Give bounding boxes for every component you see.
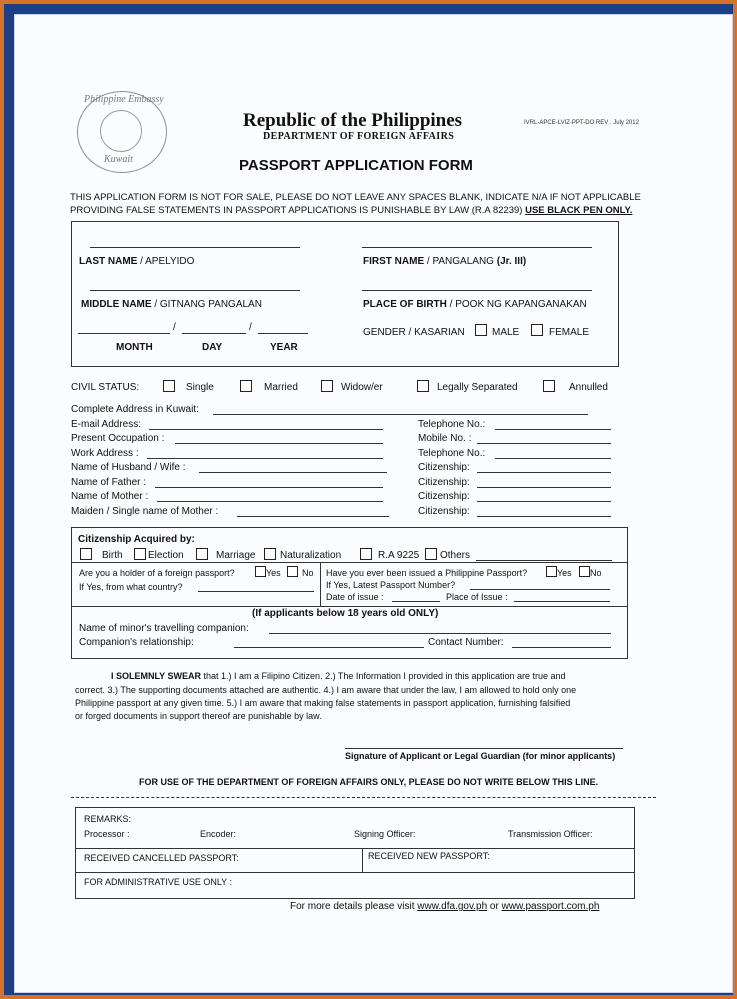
occupation-field[interactable] <box>175 443 383 444</box>
ph-yes-checkbox[interactable] <box>546 566 557 577</box>
notice-line-1: THIS APPLICATION FORM IS NOT FOR SALE, PLEASE DO NOT LEAVE ANY SPACES BLANK, INDICATE N/A IF NOT APPLICABLE <box>70 192 641 203</box>
divider <box>72 606 627 607</box>
cut-line <box>71 797 656 798</box>
father-citizenship-label: Citizenship: <box>418 477 470 488</box>
page-title: Republic of the Philippines <box>243 110 463 131</box>
birth-day-field[interactable] <box>182 333 246 334</box>
naturalization-checkbox[interactable] <box>264 548 276 560</box>
marriage-checkbox[interactable] <box>196 548 208 560</box>
country-question: If Yes, from what country? <box>79 582 183 592</box>
first-name-label: FIRST NAME / PANGALANG (Jr. III) <box>363 256 527 267</box>
first-name-field[interactable] <box>362 247 592 248</box>
divider <box>76 848 634 849</box>
relationship-field[interactable] <box>234 647 424 648</box>
mother-label: Name of Mother : <box>71 491 149 502</box>
divider <box>320 562 321 606</box>
minor-companion-label: Name of minor's travelling companion: <box>79 623 249 634</box>
last-name-label: LAST NAME / APELYIDO <box>79 256 195 267</box>
ra9225-checkbox[interactable] <box>360 548 372 560</box>
single-label: Single <box>186 382 214 393</box>
office-use-table <box>75 807 635 899</box>
maiden-name-field[interactable] <box>237 516 389 517</box>
civil-status-label: CIVIL STATUS: <box>71 382 140 393</box>
email-label: E-mail Address: <box>71 419 142 430</box>
oath-line-2: correct. 3.) The supporting documents attached are authentic. 4.) I am aware that under the law, I am allowed to hold only one <box>75 685 577 695</box>
minor-companion-field[interactable] <box>269 633 611 634</box>
spouse-field[interactable] <box>199 472 387 473</box>
office-use-notice: FOR USE OF THE DEPARTMENT OF FOREIGN AFFAIRS ONLY, PLEASE DO NOT WRITE BELOW THIS LINE. <box>139 777 599 787</box>
spouse-label: Name of Husband / Wife : <box>71 462 186 473</box>
address-label: Complete Address in Kuwait: <box>71 404 199 415</box>
father-citizenship-field[interactable] <box>477 487 611 488</box>
divider <box>72 562 627 563</box>
foreign-no-label: No <box>302 568 314 578</box>
encoder-label: Encoder: <box>200 829 237 839</box>
work-telephone-label: Telephone No.: <box>418 448 486 459</box>
work-address-field[interactable] <box>147 458 383 459</box>
oath-line-4: or forged documents in support thereof are punishable by law. <box>75 711 322 721</box>
month-label: MONTH <box>116 342 153 353</box>
seal-text-bottom: Kuwait <box>104 154 133 165</box>
maiden-citizenship-label: Citizenship: <box>418 506 470 517</box>
election-checkbox[interactable] <box>134 548 146 560</box>
form-title: PASSPORT APPLICATION FORM <box>239 157 473 174</box>
ph-no-checkbox[interactable] <box>579 566 590 577</box>
country-field[interactable] <box>198 591 314 592</box>
married-checkbox[interactable] <box>240 380 252 392</box>
birth-checkbox[interactable] <box>80 548 92 560</box>
passport-link[interactable]: www.passport.com.ph <box>501 901 600 912</box>
ph-passport-question: Have you ever been issued a Philippine Passport? <box>326 568 528 578</box>
divider <box>362 848 363 872</box>
father-label: Name of Father : <box>71 477 147 488</box>
foreign-no-checkbox[interactable] <box>287 566 298 577</box>
foreign-yes-checkbox[interactable] <box>255 566 266 577</box>
date-issue-field[interactable] <box>392 601 440 602</box>
contact-label: Contact Number: <box>428 637 504 648</box>
date-issue-label: Date of issue : <box>326 592 384 602</box>
signature-label: Signature of Applicant or Legal Guardian (for minor applicants) <box>345 751 616 761</box>
naturalization-label: Naturalization <box>280 550 342 561</box>
ph-yes-label: Yes <box>557 568 572 578</box>
minor-heading: (If applicants below 18 years old ONLY) <box>252 608 439 619</box>
citizenship-title: Citizenship Acquired by: <box>78 534 195 545</box>
document-frame <box>4 4 733 995</box>
others-field[interactable] <box>476 560 612 561</box>
birth-place-label: PLACE OF BIRTH / POOK NG KAPANGANAKAN <box>363 299 587 310</box>
day-label: DAY <box>202 342 223 353</box>
foreign-passport-question: Are you a holder of a foreign passport? <box>79 568 235 578</box>
form-page <box>14 14 733 993</box>
female-label: FEMALE <box>549 327 590 338</box>
gender-label: GENDER / KASARIAN <box>363 327 465 338</box>
maiden-name-label: Maiden / Single name of Mother : <box>71 506 219 517</box>
oath-line-3: Philippine passport at any given time. 5.) I am aware that making false statements in passport application, furnishing falsified <box>75 698 571 708</box>
seal-text-top: Philippine Embassy <box>84 94 164 105</box>
birth-label: Birth <box>102 550 123 561</box>
place-issue-field[interactable] <box>514 601 610 602</box>
telephone-label: Telephone No.: <box>418 419 486 430</box>
marriage-label: Marriage <box>216 550 256 561</box>
mobile-label: Mobile No. : <box>418 433 472 444</box>
telephone-field[interactable] <box>495 429 611 430</box>
contact-field[interactable] <box>512 647 611 648</box>
occupation-label: Present Occupation : <box>71 433 165 444</box>
spouse-citizenship-label: Citizenship: <box>418 462 470 473</box>
signing-officer-label: Signing Officer: <box>354 829 416 839</box>
female-checkbox[interactable] <box>531 324 543 336</box>
birth-year-field[interactable] <box>258 333 308 334</box>
year-label: YEAR <box>270 342 298 353</box>
processor-label: Processor : <box>84 829 130 839</box>
election-label: Election <box>148 550 184 561</box>
ra9225-label: R.A 9225 <box>378 550 420 561</box>
maiden-citizenship-field[interactable] <box>477 516 611 517</box>
personal-info-section <box>71 221 619 367</box>
signature-field[interactable] <box>345 748 623 749</box>
single-checkbox[interactable] <box>163 380 175 392</box>
received-new-label: RECEIVED NEW PASSPORT: <box>368 851 490 861</box>
father-field[interactable] <box>155 487 383 488</box>
annulled-checkbox[interactable] <box>543 380 555 392</box>
middle-name-field[interactable] <box>90 290 300 291</box>
oath-line-1: I SOLEMNLY SWEAR that 1.) I am a Filipino Citizen. 2.) The Information I provided in this application are true and <box>111 671 566 681</box>
male-checkbox[interactable] <box>475 324 487 336</box>
remarks-label: REMARKS: <box>84 814 132 824</box>
dfa-link[interactable]: www.dfa.gov.ph <box>417 901 488 912</box>
work-telephone-field[interactable] <box>495 458 611 459</box>
mobile-field[interactable] <box>477 443 611 444</box>
middle-name-label: MIDDLE NAME / GITNANG PANGALAN <box>81 299 262 310</box>
ph-no-label: No <box>590 568 602 578</box>
birth-place-field[interactable] <box>362 290 592 291</box>
mother-citizenship-label: Citizenship: <box>418 491 470 502</box>
relationship-label: Companion's relationship: <box>79 637 194 648</box>
widow-checkbox[interactable] <box>321 380 333 392</box>
separated-checkbox[interactable] <box>417 380 429 392</box>
separated-label: Legally Separated <box>437 382 518 393</box>
married-label: Married <box>264 382 298 393</box>
footer-text: For more details please visit www.dfa.gov.ph or www.passport.com.ph <box>290 901 600 912</box>
annulled-label: Annulled <box>569 382 608 393</box>
mother-citizenship-field[interactable] <box>477 501 611 502</box>
foreign-yes-label: Yes <box>266 568 281 578</box>
transmission-officer-label: Transmission Officer: <box>508 829 593 839</box>
spouse-citizenship-field[interactable] <box>477 472 611 473</box>
mother-field[interactable] <box>157 501 383 502</box>
date-separator: / <box>249 322 252 333</box>
admin-use-label: FOR ADMINISTRATIVE USE ONLY : <box>84 877 233 887</box>
address-field[interactable] <box>213 414 588 415</box>
email-field[interactable] <box>149 429 383 430</box>
form-code: IVRL-APCE-LVIZ-PPT-DO REV . July 2012 <box>524 120 639 126</box>
birth-month-field[interactable] <box>78 333 170 334</box>
others-label: Others <box>440 550 471 561</box>
citizenship-section <box>71 527 628 659</box>
male-label: MALE <box>492 327 520 338</box>
last-name-field[interactable] <box>90 247 300 248</box>
work-address-label: Work Address : <box>71 448 139 459</box>
latest-passport-label: If Yes, Latest Passport Number? <box>326 580 456 590</box>
department-name: DEPARTMENT OF FOREIGN AFFAIRS <box>263 131 455 142</box>
seal-emblem-icon <box>100 110 142 152</box>
divider <box>76 872 634 873</box>
embassy-seal <box>77 91 167 173</box>
notice-line-2: PROVIDING FALSE STATEMENTS IN PASSPORT APPLICATIONS IS PUNISHABLE BY LAW (R.A 82239) USE BLACK PEN ONLY. <box>70 205 633 216</box>
date-separator: / <box>173 322 176 333</box>
others-checkbox[interactable] <box>425 548 437 560</box>
widow-label: Widow/er <box>341 382 383 393</box>
place-issue-label: Place of Issue : <box>446 592 508 602</box>
received-cancelled-label: RECEIVED CANCELLED PASSPORT: <box>84 853 239 863</box>
latest-passport-field[interactable] <box>470 589 610 590</box>
